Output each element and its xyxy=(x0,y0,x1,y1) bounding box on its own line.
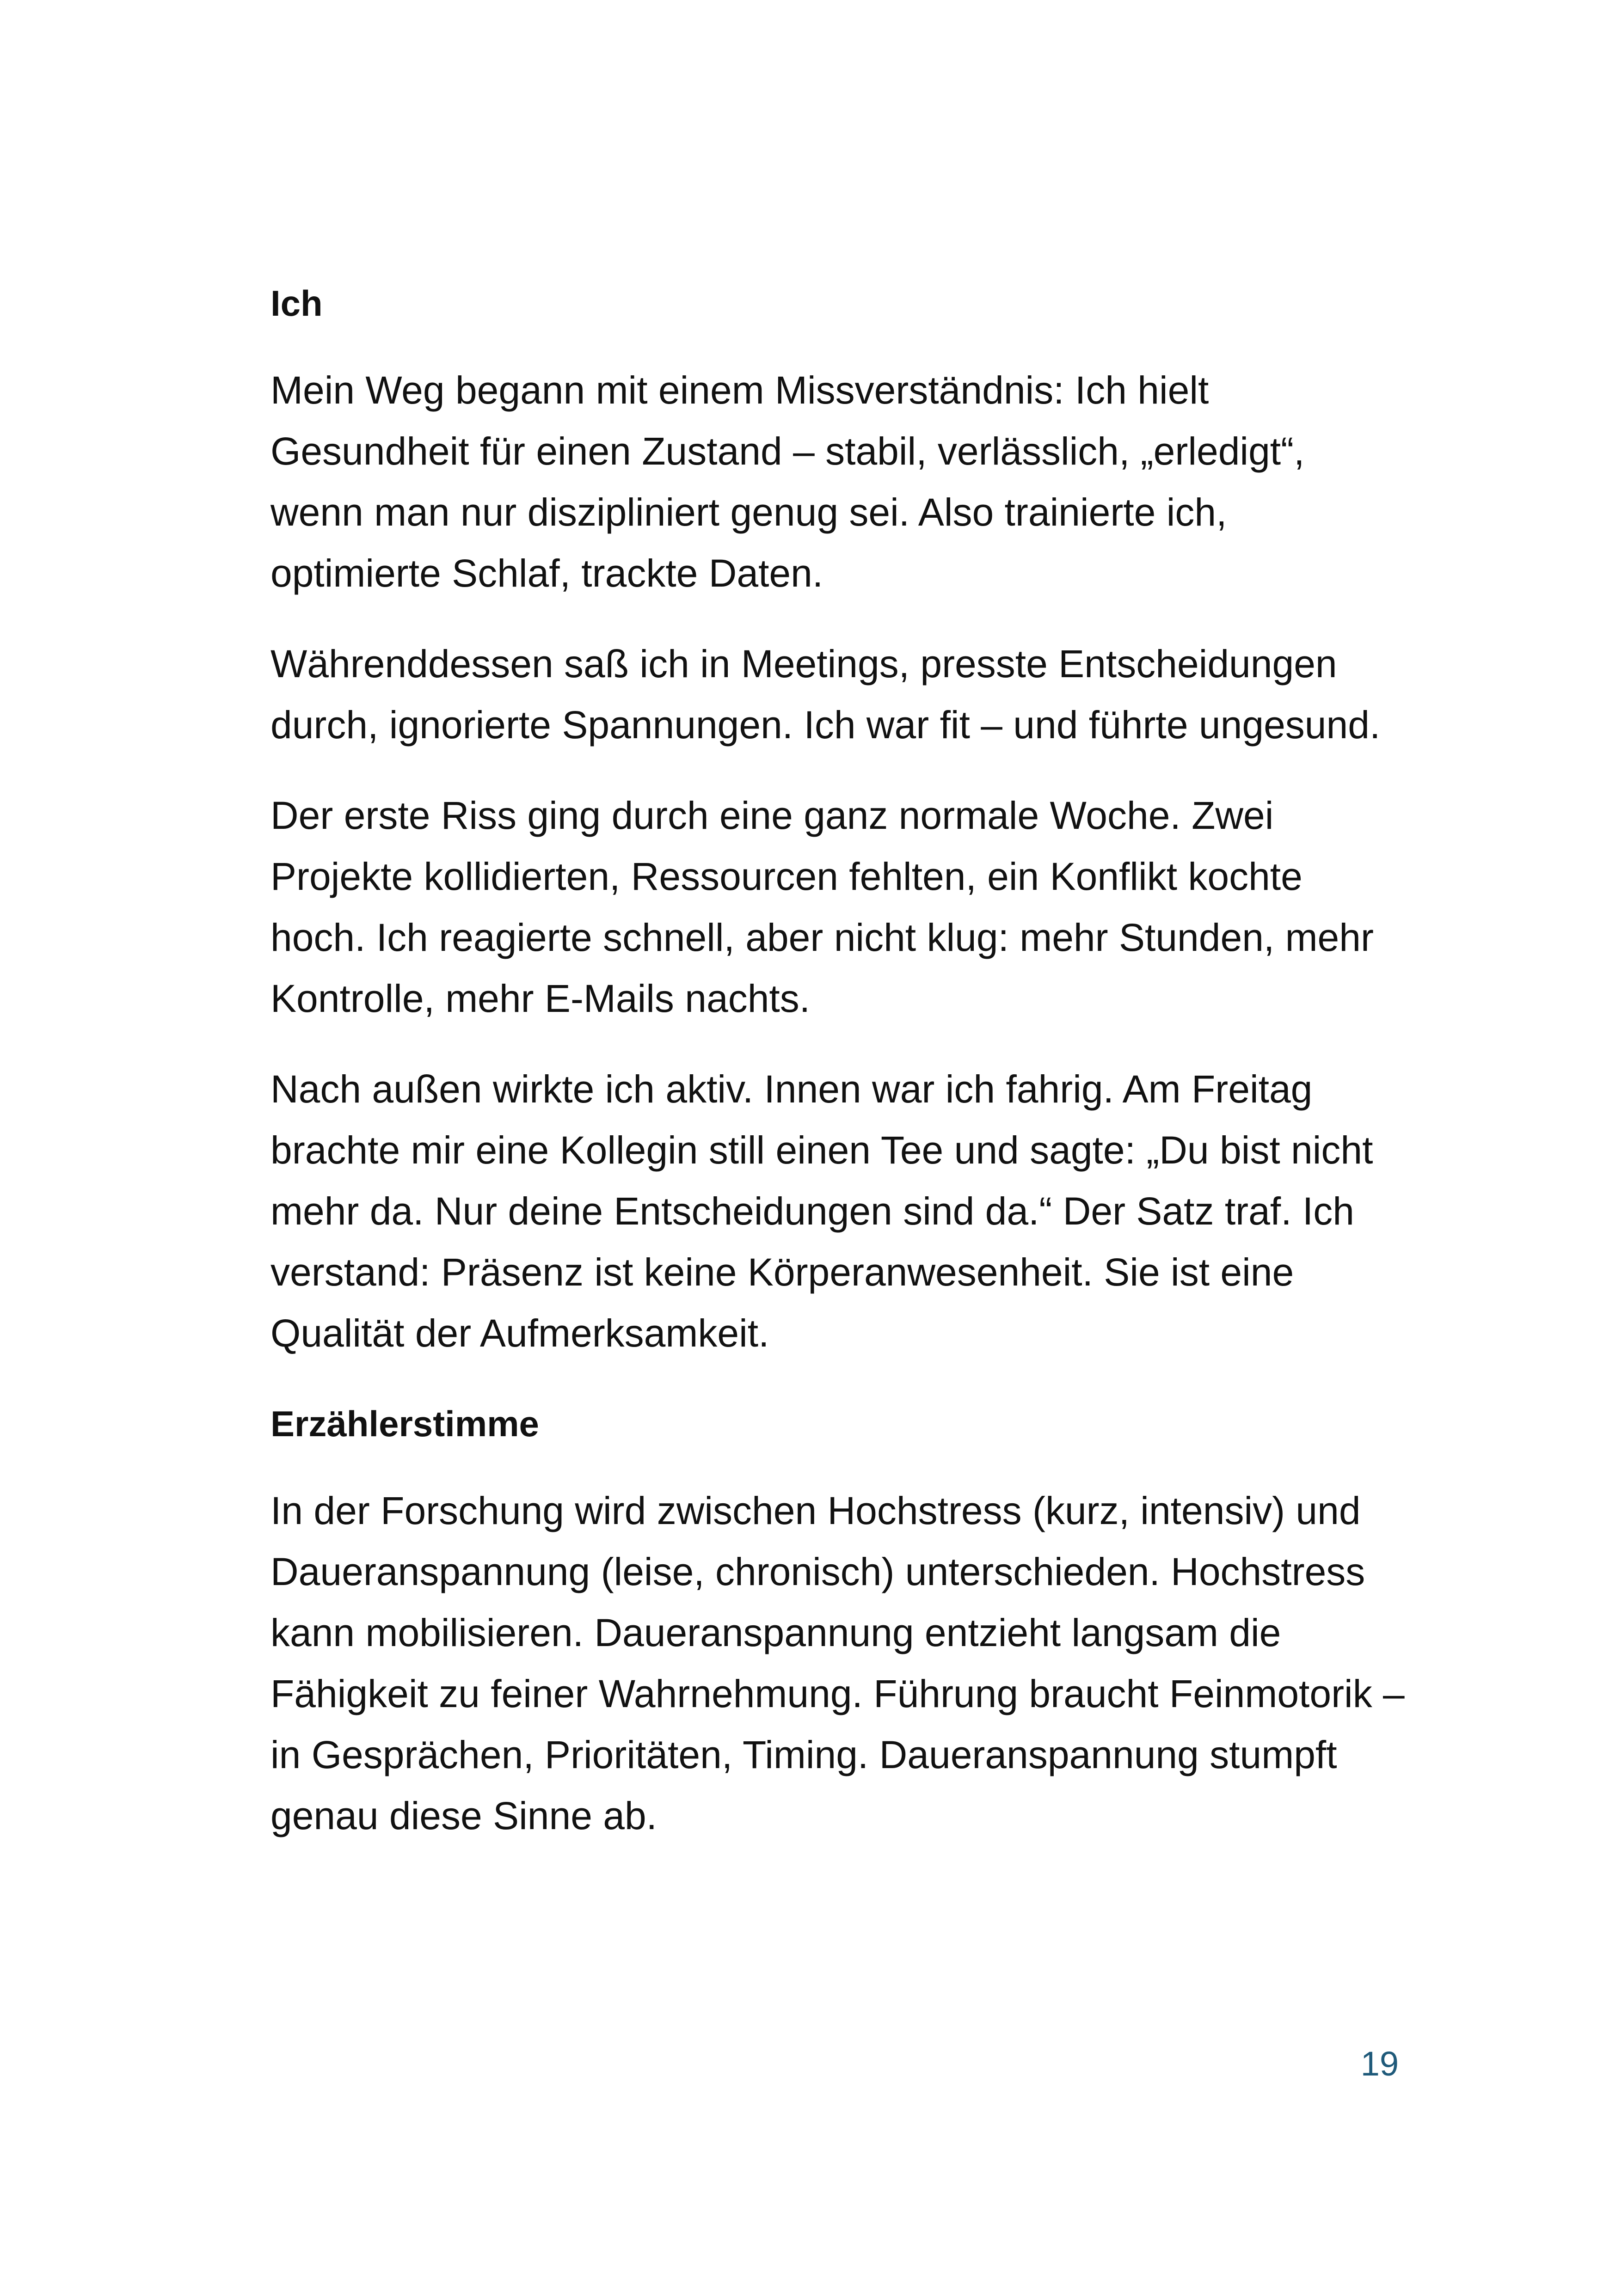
paragraph: Nach außen wirkte ich aktiv. Innen war ich fahrig. Am Freitag brachte mir eine Kollegin still einen Tee und sagte: „Du bist nicht mehr da. Nur deine Entscheidungen sind da.“ Der Satz traf. Ich verstand: Präsenz ist keine Körperanwesenheit. Sie ist eine Qualität der Aufmerksamkeit. xyxy=(270,1067,1373,1355)
paragraph: Mein Weg begann mit einem Missverständnis: Ich hielt Gesundheit für einen Zustand – stabil, verlässlich, „erledigt“, wenn man nur diszipliniert genug sei. Also trainierte ich, optimierte Schlaf, trackte Daten. xyxy=(270,368,1305,595)
section-ich xyxy=(270,273,1408,1364)
page-content xyxy=(270,273,1408,1876)
section-erzaehlerstimme xyxy=(270,1393,1408,1846)
section-heading: Erzählerstimme xyxy=(270,1403,539,1444)
paragraph: In der Forschung wird zwischen Hochstress (kurz, intensiv) und Daueranspannung (leise, chronisch) unterschieden. Hochstress kann mobilisieren. Daueranspannung entzieht langsam die Fähigkeit zu feiner Wahrnehmung. Führung braucht Feinmotorik – in Gesprächen, Prioritäten, Timing. Daueranspannung stumpft genau diese Sinne ab. xyxy=(270,1489,1405,1837)
page-number: 19 xyxy=(1360,2045,1399,2083)
paragraph: Währenddessen saß ich in Meetings, presste Entscheidungen durch, ignorierte Spannungen. Ich war fit – und führte ungesund. xyxy=(270,642,1381,747)
section-heading: Ich xyxy=(270,283,323,324)
paragraph: Der erste Riss ging durch eine ganz normale Woche. Zwei Projekte kollidierten, Ressourcen fehlten, ein Konflikt kochte hoch. Ich reagierte schnell, aber nicht klug: mehr Stunden, mehr Kontrolle, mehr E-Mails nachts. xyxy=(270,794,1374,1020)
